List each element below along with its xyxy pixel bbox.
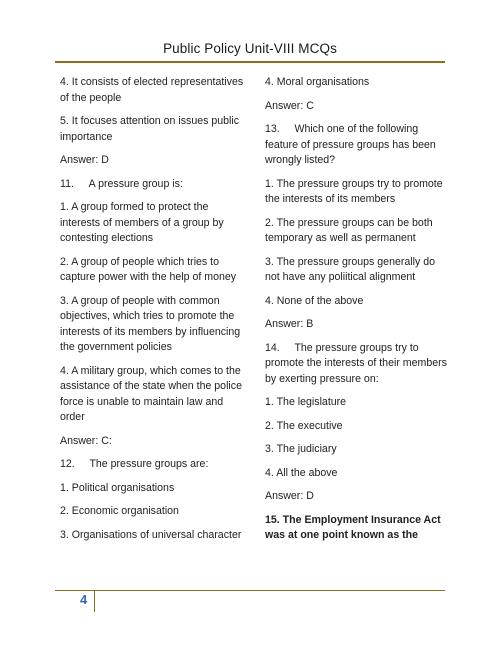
footer-separator xyxy=(94,590,95,612)
left-line-6: 3. A group of people with common objectives, which tries to promote the interests of its members by influencing the government policies xyxy=(60,294,241,353)
header-rule xyxy=(55,61,445,63)
right-line-4: 2. The pressure groups can be both temporary as well as permanent xyxy=(265,216,433,244)
left-line-12: 3. Organisations of universal character xyxy=(60,528,242,541)
right-line-2: 13. Which one of the following feature of pressure groups has been wrongly listed? xyxy=(265,123,436,166)
left-column xyxy=(60,75,246,551)
page-number: 4 xyxy=(80,592,88,607)
right-line-1: Answer: C xyxy=(265,99,314,112)
right-line-9: 1. The legislature xyxy=(265,396,347,408)
left-line-3: 11. A pressure group is: xyxy=(60,177,183,190)
right-column xyxy=(265,75,451,552)
right-line-5: 3. The pressure groups generally do not have any poliitical alignment xyxy=(265,255,435,283)
right-line-7: Answer: B xyxy=(265,318,314,330)
left-line-8: Answer: C: xyxy=(60,434,112,447)
right-line-0: 4. Moral organisations xyxy=(265,76,370,88)
footer-rule xyxy=(55,590,445,591)
right-line-14: 15. The Employment Insurance Act was at one point known as the xyxy=(265,513,441,541)
right-line-8: 14. The pressure groups try to promote the interests of their members by exerting pressure on: xyxy=(265,341,447,385)
right-line-11: 3. The judiciary xyxy=(265,443,337,455)
left-line-7: 4. A military group, which comes to the assistance of the state when the police force is unable to maintain law and order xyxy=(60,364,242,423)
right-line-3: 1. The pressure groups try to promote the interests of its members xyxy=(265,177,443,205)
right-line-6: 4. None of the above xyxy=(265,294,364,307)
left-line-9: 12. The pressure groups are: xyxy=(60,458,209,470)
right-line-12: 4. All the above xyxy=(265,466,338,479)
left-line-0: 4. It consists of elected representatives of the people xyxy=(60,76,244,104)
left-line-1: 5. It focuses attention on issues public importance xyxy=(60,115,240,143)
left-line-5: 2. A group of people which tries to capture power with the help of money xyxy=(60,255,237,283)
left-line-4: 1. A group formed to protect the interests of members of a group by contesting elections xyxy=(60,201,224,244)
page-header-title: Public Policy Unit-VIII MCQs xyxy=(163,41,337,56)
left-line-11: 2. Economic organisation xyxy=(60,505,179,517)
right-line-13: Answer: D xyxy=(265,490,314,502)
left-line-10: 1. Political organisations xyxy=(60,481,175,494)
right-line-10: 2. The executive xyxy=(265,419,343,432)
left-line-2: Answer: D xyxy=(60,154,109,166)
